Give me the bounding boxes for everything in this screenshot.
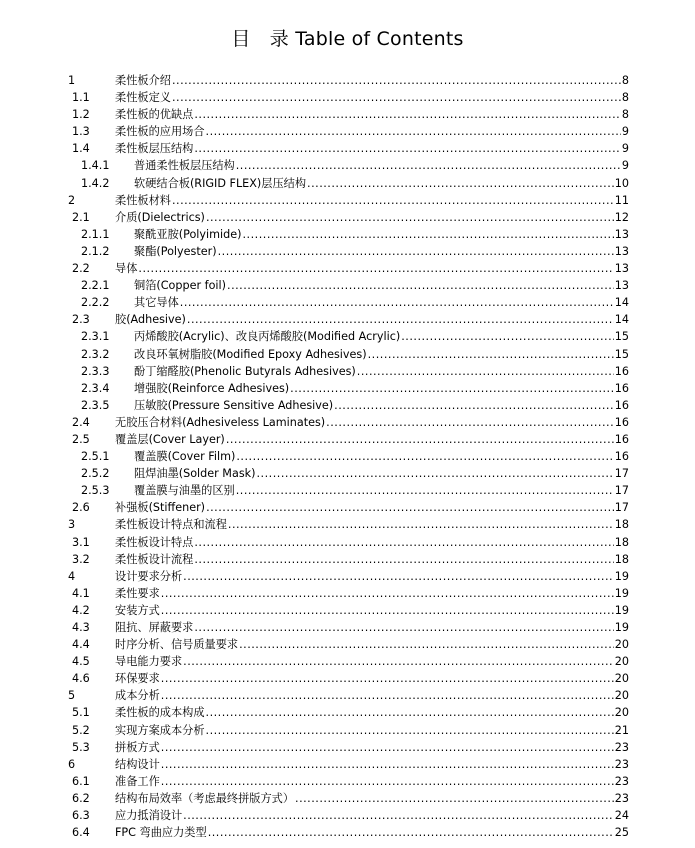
toc-entry[interactable]: [0, 89, 695, 106]
toc-entry-number: 2.5.3: [81, 484, 110, 498]
dot-leader: [187, 311, 614, 328]
dot-leader: [172, 72, 621, 89]
dot-leader: [218, 243, 614, 260]
dot-leader: [206, 209, 614, 226]
toc-entry-page: 24: [614, 809, 629, 823]
toc-entry-line: [115, 123, 629, 140]
toc-entry-page: 19: [614, 603, 629, 617]
toc-entry-page: 23: [614, 740, 629, 754]
toc-entry-label: 改良环氧树脂胶(Modified Epoxy Adhesives): [134, 347, 367, 361]
toc-entry-number: 6.4: [72, 826, 90, 840]
toc-entry-line: [115, 670, 629, 687]
toc-entry[interactable]: [0, 756, 695, 773]
toc-entry-line: [115, 636, 629, 653]
dot-leader: [194, 106, 621, 123]
toc-entry-line: [115, 687, 629, 704]
dot-leader: [226, 431, 614, 448]
toc-entry-number: 6.1: [72, 774, 90, 788]
toc-entry-label: 介质(Dielectrics): [115, 210, 205, 224]
toc-entry-number: 1.2: [72, 108, 90, 122]
toc-entry-line: [115, 756, 629, 773]
toc-entry-page: 20: [614, 672, 629, 686]
toc-entry-line: [115, 568, 629, 585]
toc-entry-label: 覆盖层(Cover Layer): [115, 432, 225, 446]
toc-entry-page: 23: [614, 774, 629, 788]
toc-entry-page: 18: [614, 518, 629, 532]
toc-entry[interactable]: [0, 72, 695, 89]
toc-entry-line: [115, 431, 629, 448]
toc-entry-label: 柔性板定义: [115, 91, 171, 105]
dot-leader: [161, 585, 614, 602]
toc-entry[interactable]: [0, 363, 695, 380]
toc-entry[interactable]: [0, 670, 695, 687]
toc-entry-line: [115, 534, 629, 551]
toc-entry-line: [115, 192, 629, 209]
dot-leader: [206, 123, 621, 140]
toc-entry[interactable]: [0, 448, 695, 465]
toc-entry-page: 16: [614, 432, 629, 446]
dot-leader: [295, 790, 614, 807]
toc-entry[interactable]: [0, 722, 695, 739]
toc-entry-page: 13: [614, 262, 629, 276]
dot-leader: [172, 192, 614, 209]
toc-entry-label: 无胶压合材料(Adhesiveless Laminates): [115, 415, 326, 429]
dot-leader: [368, 346, 614, 363]
toc-entry-number: 6: [68, 757, 76, 771]
toc-entry-label: 成本分析: [115, 689, 160, 703]
toc-entry[interactable]: [0, 175, 695, 192]
toc-entry-line: [115, 602, 629, 619]
toc-entry-line: [115, 140, 629, 157]
toc-entry-line: [134, 397, 629, 414]
toc-entry-line: [115, 704, 629, 721]
toc-entry-line: [115, 653, 629, 670]
toc-entry-page: 18: [614, 535, 629, 549]
toc-entry-number: 4.5: [72, 655, 90, 669]
toc-entry-label: 时序分析、信号质量要求: [115, 638, 239, 652]
toc-entry-label: 丙烯酸胶(Acrylic)、改良丙烯酸胶(Modified Acrylic): [134, 330, 401, 344]
toc-entry-line: [134, 175, 629, 192]
toc-entry-line: [115, 739, 629, 756]
toc-entry-page: 16: [614, 415, 629, 429]
toc-entry-line: [115, 106, 629, 123]
toc-entry[interactable]: [0, 619, 695, 636]
toc-entry-page: 13: [614, 244, 629, 258]
toc-entry-line: [134, 448, 629, 465]
toc-entry-number: 4.2: [72, 603, 90, 617]
toc-entry-label: 环保要求: [115, 672, 160, 686]
toc-entry-number: 3: [68, 518, 76, 532]
toc-entry-page: 14: [614, 296, 629, 310]
toc-entry[interactable]: [0, 551, 695, 568]
toc-entry-page: 16: [614, 381, 629, 395]
toc-entry[interactable]: [0, 482, 695, 499]
toc-entry-line: [115, 260, 629, 277]
dot-leader: [227, 277, 614, 294]
toc-entry-line: [134, 157, 629, 174]
toc-entry-label: 覆盖膜与油墨的区别: [134, 484, 235, 498]
toc-entry[interactable]: [0, 431, 695, 448]
toc-entry-label: 柔性板材料: [115, 193, 171, 207]
toc-entry[interactable]: [0, 140, 695, 157]
toc-entry[interactable]: [0, 687, 695, 704]
toc-entry-line: [134, 346, 629, 363]
toc-entry-line: [115, 516, 629, 533]
toc-entry-page: 17: [614, 467, 629, 481]
dot-leader: [290, 380, 614, 397]
toc-entry-number: 2.3.1: [81, 330, 110, 344]
toc-entry-page: 23: [614, 791, 629, 805]
toc-entry-page: 9: [621, 125, 629, 139]
toc-entry-number: 2.3: [72, 313, 90, 327]
table-of-contents: [0, 72, 695, 841]
toc-entry-label: 应力抵消设计: [115, 809, 183, 823]
dot-leader: [161, 739, 614, 756]
toc-entry-page: 8: [621, 91, 629, 105]
dot-leader: [180, 294, 614, 311]
toc-entry-label: 柔性板设计特点: [115, 535, 194, 549]
toc-entry-number: 4.3: [72, 621, 90, 634]
toc-entry-label: 拼板方式: [115, 740, 160, 754]
dot-leader: [194, 140, 621, 157]
dot-leader: [194, 619, 613, 636]
toc-entry[interactable]: [0, 157, 695, 174]
dot-leader: [161, 670, 614, 687]
toc-entry-number: 2.1: [72, 210, 90, 224]
toc-entry-number: 4.1: [72, 586, 90, 600]
toc-entry-line: [134, 465, 629, 482]
toc-entry-number: 4.4: [72, 638, 90, 652]
toc-entry-number: 2.3.2: [81, 347, 110, 361]
toc-entry-number: 1.3: [72, 125, 90, 139]
dot-leader: [161, 687, 614, 704]
toc-entry-label: FPC 弯曲应力类型: [115, 826, 207, 840]
toc-entry-line: [115, 807, 629, 824]
dot-leader: [357, 363, 614, 380]
toc-entry-number: 2.5.2: [81, 467, 110, 481]
toc-entry-line: [134, 363, 629, 380]
toc-entry-page: 25: [614, 826, 629, 840]
toc-entry-page: 15: [614, 330, 629, 344]
toc-entry[interactable]: [0, 346, 695, 363]
toc-entry-page: 20: [614, 655, 629, 669]
toc-entry-line: [115, 824, 629, 841]
toc-entry[interactable]: [0, 499, 695, 516]
toc-entry-page: 23: [614, 757, 629, 771]
toc-entry-number: 3.2: [72, 552, 90, 566]
toc-entry-line: [134, 380, 629, 397]
dot-leader: [206, 704, 614, 721]
toc-entry-line: [134, 226, 629, 243]
dot-leader: [257, 465, 614, 482]
toc-entry-page: 11: [614, 193, 629, 207]
toc-entry[interactable]: [0, 773, 695, 790]
toc-entry-line: [134, 328, 629, 345]
toc-entry-page: 20: [614, 689, 629, 703]
dot-leader: [183, 653, 614, 670]
toc-entry[interactable]: [0, 704, 695, 721]
toc-entry-label: 压敏胶(Pressure Sensitive Adhesive): [134, 398, 334, 412]
dot-leader: [183, 807, 614, 824]
toc-entry-line: [115, 414, 629, 431]
page-title: 目 录 Table of Contents: [231, 28, 464, 50]
toc-entry-number: 2.2.2: [81, 296, 110, 310]
dot-leader: [194, 551, 613, 568]
dot-leader: [172, 89, 621, 106]
dot-leader: [161, 756, 614, 773]
toc-entry-number: 2.3.5: [81, 398, 110, 412]
dot-leader: [326, 414, 614, 431]
toc-entry[interactable]: [0, 585, 695, 602]
toc-entry-page: 16: [614, 398, 629, 412]
toc-entry-page: 18: [614, 552, 629, 566]
dot-leader: [228, 516, 614, 533]
toc-entry-number: 5.3: [72, 740, 90, 754]
dot-leader: [334, 397, 614, 414]
toc-entry-number: 1.4.1: [81, 159, 110, 173]
toc-entry-label: 安装方式: [115, 603, 160, 617]
dot-leader: [401, 328, 614, 345]
toc-entry-line: [115, 72, 629, 89]
toc-entry-label: 柔性板设计特点和流程: [115, 518, 227, 532]
toc-entry-label: 柔性板设计流程: [115, 552, 194, 566]
dot-leader: [138, 260, 613, 277]
toc-entry[interactable]: [0, 260, 695, 277]
toc-entry-number: 1: [68, 74, 76, 87]
toc-entry-label: 导电能力要求: [115, 655, 183, 669]
toc-entry-label: 聚酯(Polyester): [134, 244, 217, 258]
dot-leader: [183, 568, 614, 585]
toc-entry-number: 2.1.2: [81, 244, 110, 258]
toc-entry-page: 17: [614, 484, 629, 498]
toc-entry-label: 阻抗、屏蔽要求: [115, 621, 194, 634]
toc-entry[interactable]: [0, 277, 695, 294]
toc-entry[interactable]: [0, 807, 695, 824]
toc-entry-label: 柔性要求: [115, 586, 160, 600]
toc-entry-line: [115, 551, 629, 568]
toc-entry-page: 8: [621, 74, 629, 87]
toc-entry[interactable]: [0, 226, 695, 243]
toc-entry-page: 9: [621, 159, 629, 173]
toc-entry-label: 补强板(Stiffener): [115, 501, 206, 515]
toc-entry-number: 5.2: [72, 723, 90, 737]
toc-entry-number: 2.2: [72, 262, 90, 276]
toc-entry-number: 1.1: [72, 91, 90, 105]
toc-entry-page: 9: [621, 142, 629, 156]
toc-entry-number: 2.5.1: [81, 450, 110, 464]
toc-entry-line: [115, 619, 629, 636]
toc-entry[interactable]: [0, 790, 695, 807]
toc-entry-label: 结构设计: [115, 757, 160, 771]
toc-entry-page: 16: [614, 364, 629, 378]
toc-entry[interactable]: [0, 192, 695, 209]
toc-entry-label: 胶(Adhesive): [115, 313, 186, 327]
toc-entry-page: 19: [614, 569, 629, 583]
toc-entry-line: [115, 499, 629, 516]
toc-entry-label: 聚酰亚胺(Polyimide): [134, 227, 242, 241]
toc-entry[interactable]: [0, 824, 695, 841]
dot-leader: [236, 482, 614, 499]
toc-entry[interactable]: [0, 397, 695, 414]
toc-entry-page: 17: [614, 501, 629, 515]
toc-entry[interactable]: [0, 739, 695, 756]
toc-entry[interactable]: [0, 516, 695, 533]
toc-entry-line: [115, 311, 629, 328]
toc-entry-number: 4.6: [72, 672, 90, 686]
toc-entry-number: 6.2: [72, 791, 90, 805]
toc-entry-label: 普通柔性板层压结构: [134, 159, 235, 173]
toc-entry-number: 5.1: [72, 706, 90, 720]
toc-entry[interactable]: [0, 209, 695, 226]
toc-entry-label: 柔性板层压结构: [115, 142, 194, 156]
dot-leader: [206, 499, 614, 516]
toc-entry-label: 柔性板的应用场合: [115, 125, 205, 139]
toc-entry-page: 14: [614, 313, 629, 327]
toc-entry[interactable]: [0, 602, 695, 619]
toc-entry-page: 20: [614, 706, 629, 720]
toc-entry-number: 5: [68, 689, 76, 703]
toc-entry-number: 2: [68, 193, 76, 207]
toc-entry-label: 柔性板介绍: [115, 74, 171, 87]
toc-entry-line: [115, 790, 629, 807]
toc-entry-line: [134, 294, 629, 311]
toc-entry-page: 13: [614, 227, 629, 241]
toc-entry-number: 2.5: [72, 432, 90, 446]
toc-entry-number: 2.2.1: [81, 279, 110, 293]
toc-entry-number: 2.6: [72, 501, 90, 515]
toc-entry-page: 15: [614, 347, 629, 361]
toc-entry-line: [134, 243, 629, 260]
toc-entry-number: 1.4: [72, 142, 90, 156]
toc-entry-label: 阻焊油墨(Solder Mask): [134, 467, 256, 481]
toc-entry[interactable]: [0, 123, 695, 140]
toc-entry-label: 铜箔(Copper foil): [134, 279, 227, 293]
toc-entry-label: 软硬结合板(RIGID FLEX)层压结构: [134, 176, 307, 190]
toc-entry-page: 20: [614, 638, 629, 652]
dot-leader: [206, 722, 614, 739]
toc-entry[interactable]: [0, 653, 695, 670]
toc-entry[interactable]: [0, 380, 695, 397]
toc-entry-label: 实现方案成本分析: [115, 723, 205, 737]
toc-entry[interactable]: [0, 465, 695, 482]
toc-entry-label: 增强胶(Reinforce Adhesives): [134, 381, 290, 395]
toc-entry-label: 结构布局效率（考虑最终拼版方式）: [115, 791, 295, 805]
dot-leader: [194, 534, 613, 551]
toc-entry-page: 12: [614, 210, 629, 224]
toc-entry-line: [115, 209, 629, 226]
toc-entry-label: 其它导体: [134, 296, 179, 310]
dot-leader: [236, 448, 613, 465]
toc-entry-label: 准备工作: [115, 774, 160, 788]
toc-entry-line: [134, 277, 629, 294]
toc-entry[interactable]: [0, 294, 695, 311]
toc-entry-line: [115, 773, 629, 790]
toc-entry-page: 21: [614, 723, 629, 737]
toc-entry-label: 设计要求分析: [115, 569, 183, 583]
toc-entry-page: 19: [614, 621, 629, 634]
toc-entry[interactable]: [0, 568, 695, 585]
toc-entry-page: 8: [621, 108, 629, 122]
toc-entry[interactable]: [0, 243, 695, 260]
toc-entry-number: 3.1: [72, 535, 90, 549]
toc-entry-line: [115, 89, 629, 106]
toc-entry[interactable]: [0, 328, 695, 345]
toc-entry[interactable]: [0, 311, 695, 328]
dot-leader: [239, 636, 614, 653]
toc-entry-label: 导体: [115, 262, 138, 276]
dot-leader: [243, 226, 614, 243]
toc-entry-page: 19: [614, 586, 629, 600]
dot-leader: [307, 175, 614, 192]
toc-entry-label: 覆盖膜(Cover Film): [134, 450, 236, 464]
toc-entry-page: 10: [614, 176, 629, 190]
toc-entry-number: 4: [68, 569, 76, 583]
toc-entry[interactable]: [0, 106, 695, 123]
dot-leader: [236, 157, 621, 174]
toc-entry-label: 柔性板的优缺点: [115, 108, 194, 122]
toc-entry-number: 6.3: [72, 809, 90, 823]
dot-leader: [161, 773, 614, 790]
toc-entry-page: 16: [614, 450, 629, 464]
toc-entry-number: 2.3.4: [81, 381, 110, 395]
toc-entry[interactable]: [0, 534, 695, 551]
toc-entry-number: 2.4: [72, 415, 90, 429]
toc-entry-label: 柔性板的成本构成: [115, 706, 205, 720]
toc-entry-number: 2.3.3: [81, 364, 110, 378]
toc-entry-line: [115, 585, 629, 602]
toc-entry-label: 酚丁缩醛胶(Phenolic Butyrals Adhesives): [134, 364, 356, 378]
toc-entry[interactable]: [0, 414, 695, 431]
toc-entry-page: 13: [614, 279, 629, 293]
toc-entry-number: 2.1.1: [81, 227, 110, 241]
toc-entry-line: [134, 482, 629, 499]
toc-entry-number: 1.4.2: [81, 176, 110, 190]
dot-leader: [208, 824, 614, 841]
toc-entry-line: [115, 722, 629, 739]
dot-leader: [161, 602, 614, 619]
toc-entry[interactable]: [0, 636, 695, 653]
